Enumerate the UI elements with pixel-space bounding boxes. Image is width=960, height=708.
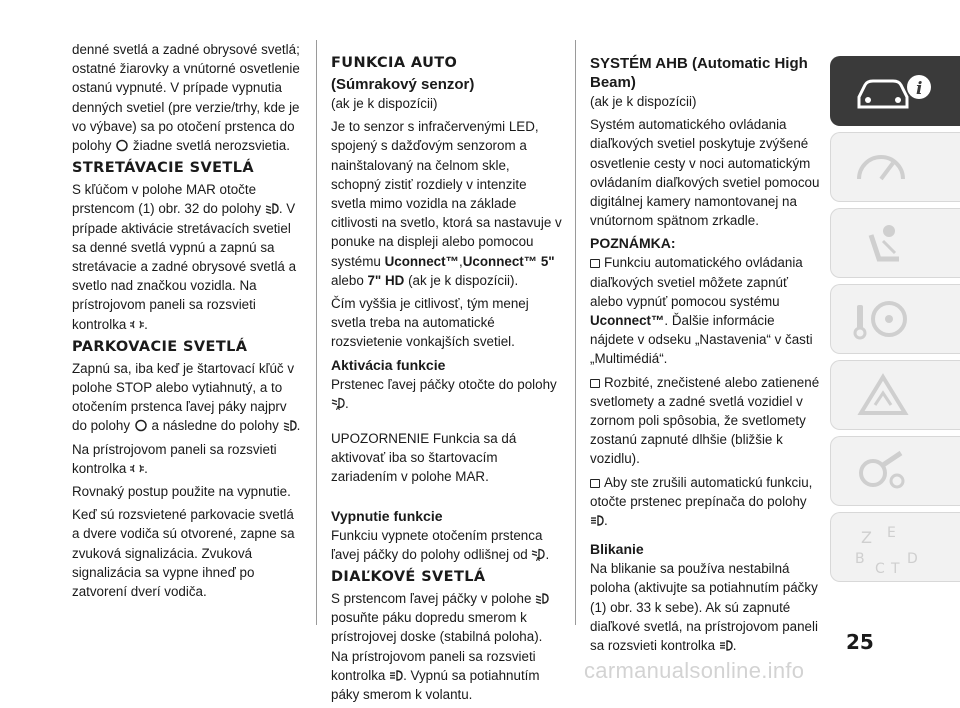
tab-car-info[interactable] [830,56,960,126]
warning-triangle-icon [853,371,913,421]
chapter-sidebar [824,56,960,683]
paragraph: Zapnú sa, iba keď je štartovací kľúč v polohe STOP alebo vytiahnutý, a to otočením prstenca ľavej páky najprv do polohy a následne do polohy . [72,360,301,434]
note-item: Rozbité, znečistené alebo zatienené svetlomety a zadné svetlá vozidiel v zornom poli spôsobia, že svetlomety zostanú zapnuté dlhšie (bližšie k vozidlu). [590,374,820,467]
heading-dialkove: DIAĽKOVÉ SVETLÁ [331,569,486,586]
heading-funkcia-auto: FUNKCIA AUTO [331,55,458,71]
svg-text:D: D [907,551,918,567]
svg-text:E: E [887,525,896,541]
svg-text:Z: Z [861,528,872,547]
tab-maintenance[interactable] [830,436,960,506]
paragraph: Systém automatického ovládania diaľkových svetiel poskytuje zvýšené osvetlenie cesty v noci automatickým ovládaním diaľkových svetiel pomocou digitálnej kamery namontovanej na vnútornom spätnom zrkadle. [590,117,820,229]
wrench-service-icon [853,447,913,497]
note-item: Funkciu automatického ovládania diaľkových svetiel môžete zapnúť alebo vypnúť pomocou systému Uconnect™. Ďalšie informácie nájdete v odseku „Nastavenia“ v časti „Multimédiá“. [590,255,813,367]
high-beam-icon [590,514,604,527]
paragraph: Na blikanie sa používa nestabilná poloha (aktivujte sa potiahnutím páčky (1) obr. 33 k sebe). Ak sú zapnuté diaľkové svetlá, na prístrojovom paneli sa rozsvieti kontrolka . [590,561,818,654]
paragraph: Keď sú rozsvietené parkovacie svetlá a dvere vodiča sú otvorené, zapne sa zvuková signalizácia. Zvuková signalizácia sa vypne ihneď po zatvorení dverí vodiča. [72,507,295,600]
svg-text:C: C [875,561,885,577]
column-divider [575,40,576,625]
tab-driving[interactable] [830,284,960,354]
key-steering-wheel-icon [853,295,913,345]
heading-blikanie: Blikanie [590,541,644,558]
column-divider [316,40,317,625]
paragraph: Funkciu vypnete otočením prstenca ľavej páčky do polohy odlišnej od A . [331,527,550,562]
bullet-square-icon [590,379,600,388]
svg-text:T: T [891,561,900,577]
heading-parkovacie: PARKOVACIE SVETLÁ [72,338,248,355]
low-beam-icon [283,419,297,432]
column-1 [72,40,304,605]
position-lights-icon [130,462,144,475]
tab-dashboard[interactable] [830,132,960,202]
tab-emergency[interactable] [830,360,960,430]
heading-aktivacia: Aktivácia funkcie [331,356,446,373]
tab-specs[interactable] [830,512,960,582]
svg-text:A: A [536,556,541,561]
high-beam-icon [719,639,733,652]
column-2 [331,40,563,708]
svg-text:A: A [336,405,340,410]
paragraph: S prstencom ľavej páčky v polohe posuňte páku dopredu smerom k prístrojovej doske (stabilná poloha). Na prístrojovom paneli sa rozsvieti kontrolka . Vypnú sa potiahnutím páky smerom k volantu. [331,589,563,704]
paragraph: S kľúčom v polohe MAR otočte prstencom (1) obr. 32 do polohy . V prípade aktivácie stretávacích svetiel sa denné svetlá vypnú a zapnú sa stretávacie a zadné obrysové svetlá a svetlo nad značkou vozidla. Na prístrojovom paneli sa rozsvieti kontrolka . [72,182,297,332]
car-info-icon [853,67,933,117]
paragraph: Čím vyššia je citlivosť, tým menej svetla treba na automatické rozsvietenie vonkajších svetiel. [331,296,529,350]
svg-text:i: i [916,79,923,99]
specs-letters-icon [853,523,933,578]
airbag-seat-icon [853,219,913,269]
auto-lights-icon [531,548,545,561]
footer-watermark: carmanualsonline.info [584,658,805,683]
page-number: 25 [846,630,874,654]
bullet-square-icon [590,259,600,268]
availability-note: (ak je k dispozícii) [590,94,697,109]
note-item: Aby ste zrušili automatickú funkciu, otočte prstenec prepínača do polohy . [590,474,813,529]
high-beam-icon [389,669,403,682]
low-beam-icon [535,592,549,605]
dashboard-gauge-icon [853,143,913,193]
auto-lights-icon [331,397,345,410]
paragraph: denné svetlá a zadné obrysové svetlá; ostatné žiarovky a vnútorné osvetlenie ostanú vypnuté. V prípade vypnutia denných svetiel (pre verzie/trhy, kde je vo výbave) sa po otočení prstenca do polohy žiadne svetlá nerozsvietia. [72,42,300,154]
paragraph: Je to senzor s infračervenými LED, spojený s dažďovým senzorom a nainštalovaný na čelnom skle, schopný zistiť rozdiely v intenzite svetla mimo vozidla na základe citlivosti na svetlo, ktorá sa nastavuje v ponuke na displeji alebo pomocou systému Uconnect™,Uconnect™ 5" alebo 7" HD (ak je k dispozícii). [331,119,562,288]
warning-paragraph: UPOZORNENIE Funkcia sa dá aktivovať iba so štartovacím zariadením v polohe MAR. [331,431,517,485]
bullet-square-icon [590,479,600,488]
tab-safety[interactable] [830,208,960,278]
paragraph: Prstenec ľavej páčky otočte do polohy A . [331,376,557,411]
off-position-icon [115,139,129,152]
off-position-icon [134,419,148,432]
paragraph: Na prístrojovom paneli sa rozsvieti kontrolka . [72,441,277,476]
heading-system-ahb: SYSTÉM AHB (Automatic High Beam) [590,55,808,91]
column-3 [590,40,822,659]
heading-vypnutie: Vypnutie funkcie [331,507,443,524]
heading-poznamka: POZNÁMKA: [590,235,676,252]
heading-stretavacie: STRETÁVACIE SVETLÁ [72,160,254,177]
heading-subtitle: (Súmrakový senzor) [331,76,475,93]
svg-text:B: B [855,551,865,567]
low-beam-icon [265,202,279,215]
paragraph: Rovnaký postup použite na vypnutie. [72,484,291,500]
position-lights-icon [130,318,144,331]
availability-note: (ak je k dispozícii) [331,96,438,111]
